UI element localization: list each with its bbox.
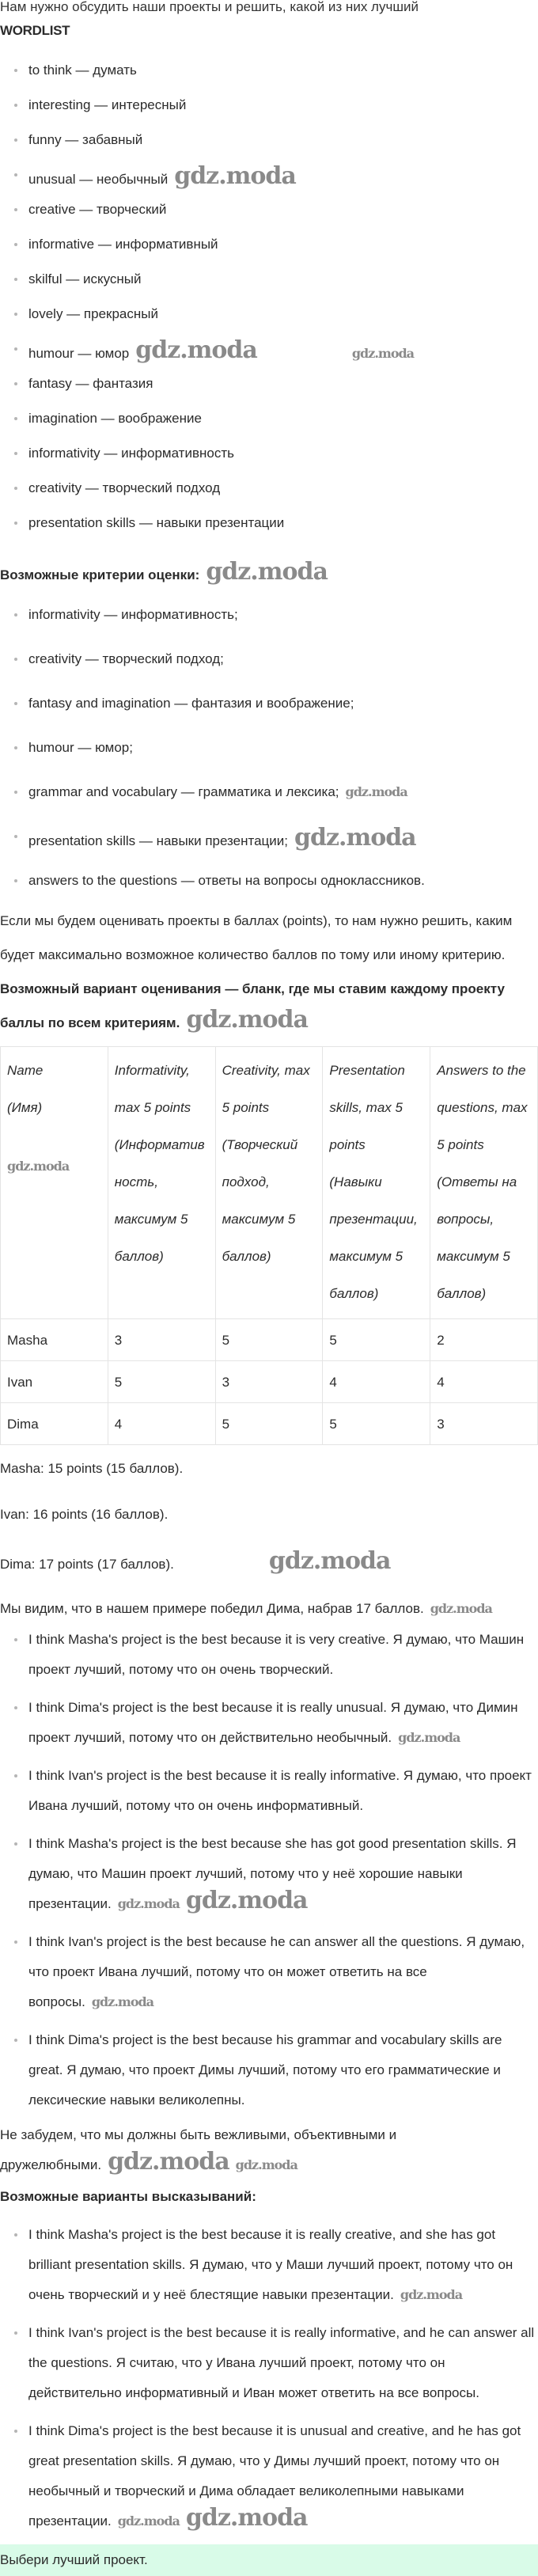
cell: 4 bbox=[323, 1361, 430, 1403]
criteria-item-text: informativity — информативность; bbox=[28, 607, 238, 622]
wordlist-item-text: creativity — творческий подход bbox=[28, 480, 221, 495]
wordlist-item-text: creative — творческий bbox=[28, 202, 167, 217]
total-dima: Dima: 17 points (17 баллов). bbox=[0, 1557, 174, 1572]
variant-item bbox=[0, 2318, 538, 2408]
wordlist-item bbox=[0, 304, 538, 339]
header-informativity bbox=[108, 1047, 215, 1319]
cell: 5 bbox=[323, 1319, 430, 1361]
watermark: gdz.moda bbox=[398, 1730, 460, 1745]
watermark: gdz.moda bbox=[345, 784, 407, 799]
cell: 4 bbox=[108, 1403, 215, 1445]
header-ru: (Имя) bbox=[7, 1100, 43, 1115]
header-ru: (Творческий подход, максимум 5 баллов) bbox=[222, 1137, 298, 1264]
watermark: gdz.moda bbox=[117, 2513, 180, 2529]
wordlist-title: WORDLIST bbox=[0, 23, 70, 38]
header-answers bbox=[430, 1047, 538, 1319]
criteria-list bbox=[0, 605, 538, 915]
wordlist-item-text: to think — думать bbox=[28, 63, 137, 78]
wordlist bbox=[0, 60, 538, 548]
phrase-item bbox=[0, 1693, 538, 1753]
phrase-item bbox=[0, 2025, 538, 2115]
wordlist-item bbox=[0, 130, 538, 165]
phrase-text: I think Dima's project is the best because his grammar and vocabulary skills are great. Я думаю, что проект Димы лучший, потому что его грамматические и лексические навыки великолепны. bbox=[28, 2032, 502, 2107]
cell: 3 bbox=[430, 1403, 538, 1445]
table-row bbox=[1, 1403, 538, 1445]
criteria-item-text: creativity — творческий подход; bbox=[28, 651, 224, 666]
phrase-item bbox=[0, 1829, 538, 1919]
criteria-item bbox=[0, 871, 538, 915]
header-presentation bbox=[323, 1047, 430, 1319]
total-dima-line bbox=[0, 1547, 538, 1576]
variants-list bbox=[0, 2220, 538, 2536]
table-row bbox=[1, 1361, 538, 1403]
intro-cut-text: Нам нужно обсудить наши проекты и решить, какой из них лучший bbox=[0, 0, 419, 14]
variant-item bbox=[0, 2416, 538, 2536]
variant-text: I think Dima's project is the best because it is unusual and creative, and he has got great presentation skills. Я думаю, что у Димы лучший проект, потому что он необычный и творческий и Дима обладает великолепными навыками презентации. bbox=[28, 2423, 521, 2529]
criteria-item-text: answers to the questions — ответы на вопросы одноклассников. bbox=[28, 873, 425, 888]
cell: 5 bbox=[323, 1403, 430, 1445]
wordlist-item-text: presentation skills — навыки презентации bbox=[28, 515, 285, 530]
table-intro: Возможный вариант оценивания — бланк, где мы ставим каждому проекту баллы по всем критериям. bbox=[0, 981, 505, 1030]
criteria-heading bbox=[0, 560, 538, 587]
wordlist-item bbox=[0, 408, 538, 443]
table-header-row bbox=[1, 1047, 538, 1319]
variant-text: I think Ivan's project is the best because it is really informative, and he can answer all the questions. Я считаю, что у Ивана лучший проект, потому что он действительно информативный и Иван может ответить на все вопросы. bbox=[28, 2325, 535, 2400]
header-en: Name bbox=[7, 1063, 44, 1078]
watermark: gdz.moda bbox=[185, 1887, 308, 1914]
watermark: gdz.moda bbox=[235, 2157, 297, 2172]
variant-text: I think Masha's project is the best because it is really creative, and she has got brilliant presentation skills. Я думаю, что у Маши лучший проект, потому что он очень творческий и у неё блестящие навыки презентации. bbox=[28, 2227, 513, 2302]
winner-text: Мы видим, что в нашем примере победил Дима, набрав 17 баллов. bbox=[0, 1601, 424, 1616]
cell: Ivan bbox=[1, 1361, 108, 1403]
table-row bbox=[1, 1319, 538, 1361]
watermark: gdz.moda bbox=[206, 558, 328, 586]
watermark: gdz.moda bbox=[351, 346, 415, 361]
watermark: gdz.moda bbox=[108, 2148, 229, 2176]
wordlist-item bbox=[0, 269, 538, 304]
watermark: gdz.moda bbox=[7, 1159, 70, 1174]
header-creativity bbox=[215, 1047, 323, 1319]
header-name bbox=[1, 1047, 108, 1319]
reminder-text: Не забудем, что мы должны быть вежливыми, объективными и дружелюбными. bbox=[0, 2127, 397, 2172]
wordlist-item bbox=[0, 95, 538, 130]
phrase-text: I think Dima's project is the best because it is really unusual. Я думаю, что Димин проект лучший, потому что он действительно необычный. bbox=[28, 1700, 518, 1745]
wordlist-item bbox=[0, 443, 538, 478]
watermark: gdz.moda bbox=[135, 336, 257, 364]
criteria-title: Возможные критерии оценки: bbox=[0, 567, 200, 582]
criteria-item-text: presentation skills — навыки презентации; bbox=[28, 833, 289, 848]
wordlist-item-text: informativity — информативность bbox=[28, 446, 234, 461]
cell: Masha bbox=[1, 1319, 108, 1361]
cell: 5 bbox=[108, 1361, 215, 1403]
total-ivan: Ivan: 16 points (16 баллов). bbox=[0, 1507, 169, 1522]
wordlist-item-text: skilful — искусный bbox=[28, 271, 142, 286]
variant-item bbox=[0, 2220, 538, 2310]
cell: 4 bbox=[430, 1361, 538, 1403]
wordlist-item-text: humour — юмор bbox=[28, 346, 130, 361]
phrase-text: I think Masha's project is the best because she has got good presentation skills. Я думаю, что Машин проект лучший, потому что у неё хорошие навыки презентации. bbox=[28, 1836, 517, 1911]
phrase-text: I think Ivan's project is the best because it is really informative. Я думаю, что проект Ивана лучший, потому что он очень информативный. bbox=[28, 1768, 532, 1813]
header-en: Creativity, max 5 points bbox=[222, 1063, 310, 1115]
wordlist-item bbox=[0, 513, 538, 548]
cell: 5 bbox=[215, 1403, 323, 1445]
wordlist-item bbox=[0, 199, 538, 234]
wordlist-item bbox=[0, 162, 538, 199]
watermark: gdz.moda bbox=[430, 1601, 492, 1616]
wordlist-item bbox=[0, 478, 538, 513]
scoring-table bbox=[0, 1046, 538, 1445]
watermark: gdz.moda bbox=[294, 824, 416, 852]
watermark: gdz.moda bbox=[400, 2287, 463, 2302]
phrases-list bbox=[0, 1625, 538, 2115]
wordlist-item bbox=[0, 234, 538, 269]
wordlist-item bbox=[0, 336, 538, 374]
header-ru: (Навыки презентации, максимум 5 баллов) bbox=[329, 1174, 418, 1301]
criteria-item bbox=[0, 649, 538, 693]
watermark: gdz.moda bbox=[185, 2504, 308, 2532]
phrase-item bbox=[0, 1927, 538, 2017]
cell: 3 bbox=[215, 1361, 323, 1403]
phrase-item bbox=[0, 1625, 538, 1685]
criteria-item bbox=[0, 693, 538, 738]
criteria-item-text: grammar and vocabulary — грамматика и лексика; bbox=[28, 784, 339, 799]
cell: 5 bbox=[215, 1319, 323, 1361]
phrase-text: I think Masha's project is the best because it is very creative. Я думаю, что Машин проект лучший, потому что он очень творческий. bbox=[28, 1632, 525, 1677]
reminder-line bbox=[0, 2120, 538, 2180]
wordlist-item bbox=[0, 60, 538, 95]
header-en: Presentation skills, max 5 points bbox=[329, 1063, 405, 1152]
wordlist-item-text: lovely — прекрасный bbox=[28, 306, 158, 321]
totals bbox=[0, 1458, 538, 1576]
task-banner: Выбери лучший проект. bbox=[0, 2544, 538, 2576]
wordlist-item-text: informative — информативный bbox=[28, 237, 218, 252]
points-paragraph: Если мы будем оценивать проекты в баллах (points), то нам нужно решить, каким будет максимально возможное количество баллов по тому или иному критерию. bbox=[0, 913, 513, 962]
variants-title: Возможные варианты высказываний: bbox=[0, 2189, 256, 2204]
wordlist-item-text: fantasy — фантазия bbox=[28, 376, 153, 391]
criteria-item bbox=[0, 738, 538, 782]
cell: 2 bbox=[430, 1319, 538, 1361]
watermark: gdz.moda bbox=[117, 1896, 180, 1911]
header-ru: (Информатив ность, максимум 5 баллов) bbox=[114, 1137, 205, 1264]
cell: 3 bbox=[108, 1319, 215, 1361]
wordlist-item bbox=[0, 374, 538, 408]
criteria-item bbox=[0, 605, 538, 649]
wordlist-item-text: interesting — интересный bbox=[28, 97, 187, 112]
watermark: gdz.moda bbox=[186, 1006, 308, 1034]
watermark: gdz.moda bbox=[174, 162, 296, 190]
cell: Dima bbox=[1, 1403, 108, 1445]
wordlist-item-text: unusual — необычный bbox=[28, 172, 169, 187]
phrase-text: I think Ivan's project is the best because he can answer all the questions. Я думаю, что проект Ивана лучший, потому что он может ответить на все вопросы. bbox=[28, 1934, 525, 2009]
wordlist-item-text: imagination — воображение bbox=[28, 411, 202, 426]
phrase-item bbox=[0, 1761, 538, 1821]
header-en: Informativity, max 5 points bbox=[114, 1063, 191, 1115]
criteria-item-text: fantasy and imagination — фантазия и воображение; bbox=[28, 696, 354, 711]
watermark: gdz.moda bbox=[268, 1547, 391, 1575]
criteria-item bbox=[0, 782, 538, 826]
criteria-item bbox=[0, 826, 538, 871]
table-intro-block bbox=[0, 972, 538, 1040]
wordlist-item-text: funny — забавный bbox=[28, 132, 143, 147]
total-masha: Masha: 15 points (15 баллов). bbox=[0, 1461, 184, 1476]
header-ru: (Ответы на вопросы, максимум 5 баллов) bbox=[437, 1174, 517, 1301]
watermark: gdz.moda bbox=[91, 1994, 154, 2009]
winner-line bbox=[0, 1598, 538, 1620]
criteria-item-text: humour — юмор; bbox=[28, 740, 133, 755]
header-en: Answers to the questions, max 5 points bbox=[437, 1063, 528, 1152]
